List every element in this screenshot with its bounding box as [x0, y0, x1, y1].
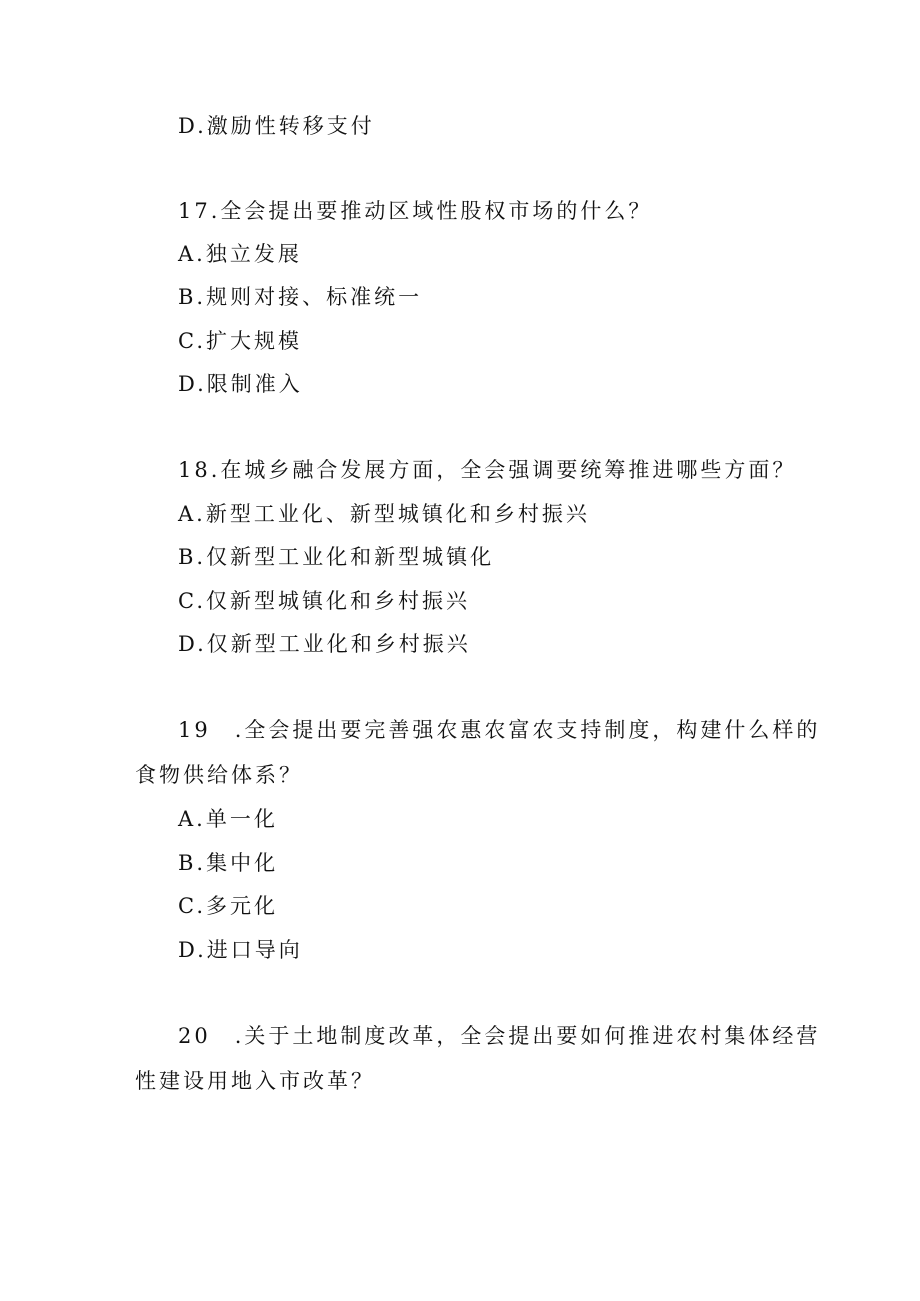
q19-stem-line1: 19 .全会提出要完善强农惠农富农支持制度，构建什么样的 [178, 718, 821, 742]
q18-stem: 18.在城乡融合发展方面，全会强调要统筹推进哪些方面？ [178, 458, 797, 482]
q17-option-c: C.扩大规模 [178, 329, 302, 353]
q16-option-d: D.激励性转移支付 [178, 114, 375, 138]
q20-stem-line1: 20 .关于土地制度改革，全会提出要如何推进农村集体经营 [178, 1024, 821, 1048]
q19-option-d: D.进口导向 [178, 938, 303, 962]
q17-option-d: D.限制准入 [178, 372, 303, 396]
q19-stem-line2: 食物供给体系？ [135, 763, 303, 787]
q19-option-a: A.单一化 [178, 807, 278, 831]
q20-stem-line2: 性建设用地入市改革？ [135, 1069, 375, 1093]
q18-option-c: C.仅新型城镇化和乡村振兴 [178, 589, 470, 613]
q18-option-b: B.仅新型工业化和新型城镇化 [178, 545, 495, 569]
q19-option-b: B.集中化 [178, 851, 279, 875]
q17-option-b: B.规则对接、标准统一 [178, 285, 423, 309]
q18-option-a: A.新型工业化、新型城镇化和乡村振兴 [178, 502, 590, 526]
q17-stem: 17.全会提出要推动区域性股权市场的什么？ [178, 199, 653, 223]
q19-option-c: C.多元化 [178, 894, 278, 918]
q17-option-a: A.独立发展 [178, 242, 302, 266]
q18-option-d: D.仅新型工业化和乡村振兴 [178, 632, 471, 656]
